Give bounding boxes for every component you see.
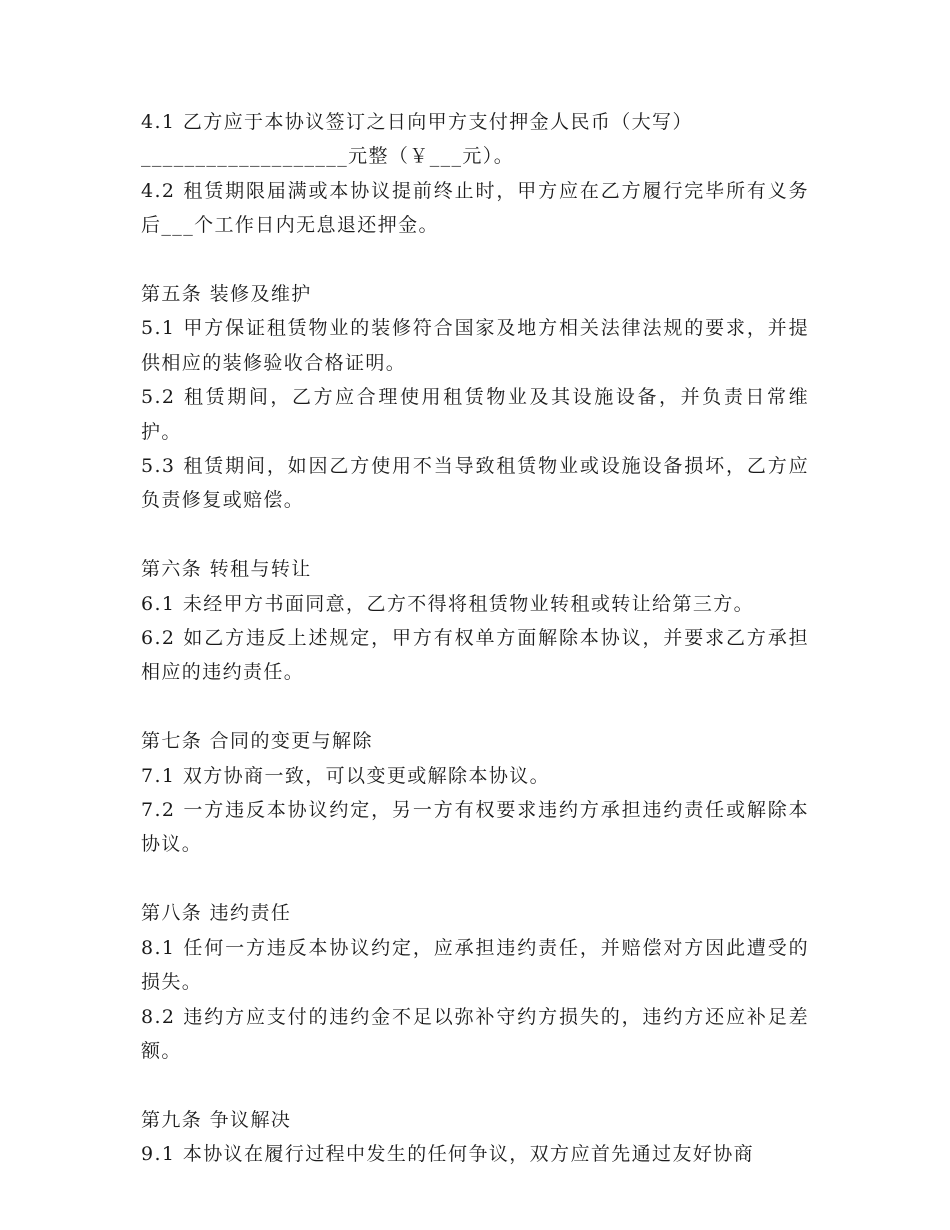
section-heading-5: 第五条 装修及维护 [141,283,312,306]
section-spacer [141,690,809,724]
section-heading-6: 第六条 转租与转让 [141,558,312,581]
clause-4-1-line-2: ___________________元整（￥___元）。 [141,145,515,168]
section-spacer [141,243,809,277]
clause-6-1: 6.1 未经甲方书面同意，乙方不得将租赁物业转租或转让给第三方。 [141,592,755,615]
clause-5-2: 5.2 租赁期间，乙方应合理使用租赁物业及其设施设备，并负责日常维护。 [141,386,809,443]
clause-5-1: 5.1 甲方保证租赁物业的装修符合国家及地方相关法律法规的要求，并提供相应的装修验收合格证明。 [141,317,809,374]
clause-7-2: 7.2 一方违反本协议约定，另一方有权要求违约方承担违约责任或解除本协议。 [141,799,809,856]
section-spacer [141,1068,809,1102]
clause-8-1: 8.1 任何一方违反本协议约定，应承担违约责任，并赔偿对方因此遭受的损失。 [141,936,809,994]
section-heading-9: 第九条 争议解决 [141,1108,292,1131]
clause-5-3: 5.3 租赁期间，如因乙方使用不当导致租赁物业或设施设备损坏，乙方应负责修复或赔偿。 [141,455,809,512]
clause-4-1-line-1: 4.1 乙方应于本协议签订之日向甲方支付押金人民币（大写） [141,111,693,133]
clause-6-2: 6.2 如乙方违反上述规定，甲方有权单方面解除本协议，并要求乙方承担相应的违约责任。 [141,627,809,684]
document-body [141,105,809,1172]
section-spacer [141,862,809,896]
section-heading-7: 第七条 合同的变更与解除 [141,730,373,753]
clause-9-1: 9.1 本协议在履行过程中发生的任何争议，双方应首先通过友好协商 [141,1143,755,1166]
clause-4-2: 4.2 租赁期限届满或本协议提前终止时，甲方应在乙方履行完毕所有义务后___个工作日内无息退还押金。 [141,179,809,237]
clause-7-1: 7.1 双方协商一致，可以变更或解除本协议。 [141,764,551,787]
clause-8-2: 8.2 违约方应支付的违约金不足以弥补守约方损失的，违约方还应补足差额。 [141,1005,809,1062]
section-spacer [141,518,809,552]
section-heading-8: 第八条 违约责任 [141,902,292,925]
